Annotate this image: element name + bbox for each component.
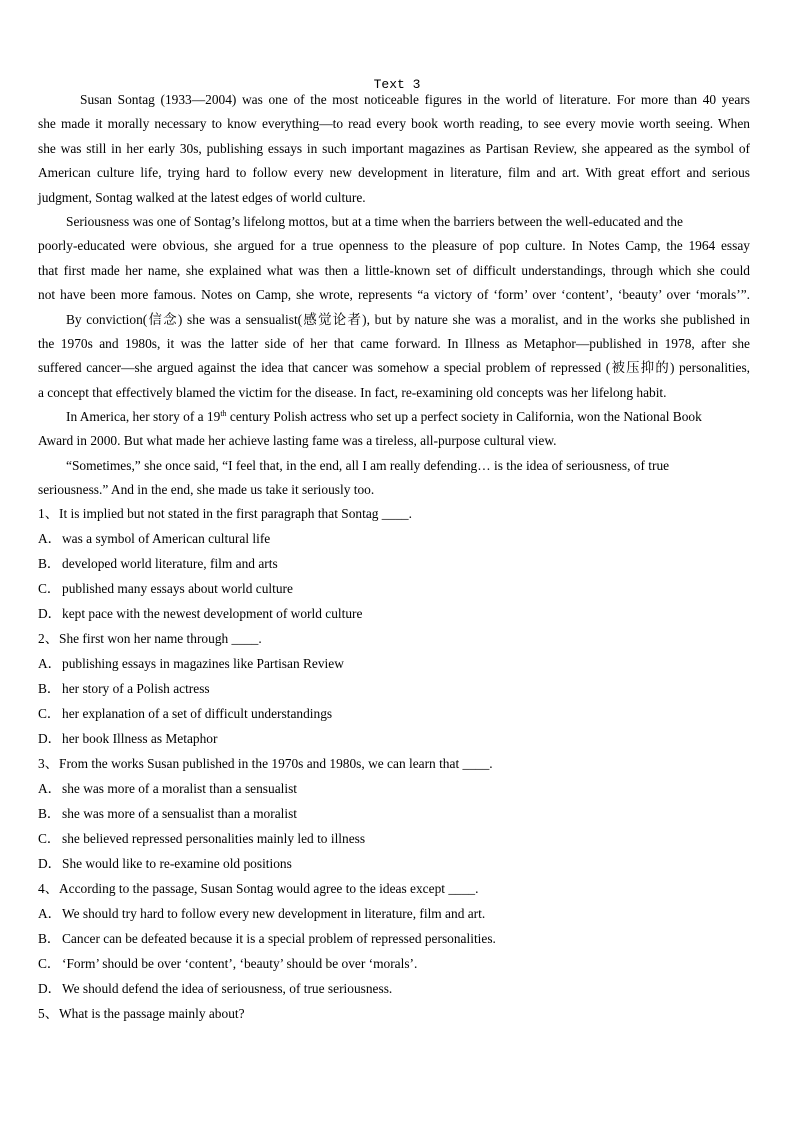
passage bbox=[38, 88, 750, 503]
passage-title: Text 3 bbox=[373, 77, 421, 92]
line-text: century Polish actress who set up a perfect society in California, won the National Book bbox=[226, 409, 702, 425]
line-text: By conviction(信念) she was a sensualist(感觉论者), but by nature she was a moralist, and in the works she published in bbox=[66, 311, 750, 327]
paragraph bbox=[38, 88, 750, 210]
paragraph-line bbox=[38, 161, 750, 185]
question-stem bbox=[38, 876, 750, 901]
question-text: It is implied but not stated in the first paragraph that Sontag ____. bbox=[59, 505, 412, 521]
answer-option bbox=[38, 701, 750, 726]
option-text: her story of a Polish actress bbox=[62, 680, 210, 696]
line-text: suffered cancer—she argued against the idea that cancer was somehow a special problem of repressed (被压抑的) personalities, bbox=[38, 360, 750, 376]
question-text: From the works Susan published in the 1970s and 1980s, we can learn that ____. bbox=[59, 755, 493, 771]
answer-option bbox=[38, 726, 750, 751]
paragraph-line bbox=[38, 186, 750, 210]
option-letter: B． bbox=[38, 680, 61, 696]
option-letter: C． bbox=[38, 955, 61, 971]
line-text: American culture life, trying hard to follow every new development in literature, film and art. With great effort and serious bbox=[38, 165, 750, 181]
question bbox=[38, 751, 750, 876]
option-text: she was more of a sensualist than a moralist bbox=[62, 805, 298, 821]
line-text: Seriousness was one of Sontag’s lifelong mottos, but at a time when the barriers between the well-educated and the bbox=[66, 213, 683, 229]
paragraph bbox=[38, 454, 750, 503]
line-text: a concept that effectively blamed the victim for the disease. In fact, re-examining old concepts was her lifelong habit. bbox=[38, 384, 667, 400]
option-text: her book Illness as Metaphor bbox=[62, 730, 218, 746]
option-letter: A． bbox=[38, 530, 62, 546]
question-number: 3、 bbox=[38, 755, 59, 771]
option-letter: C． bbox=[38, 830, 61, 846]
question-number: 5、 bbox=[38, 1005, 59, 1021]
answer-option bbox=[38, 951, 750, 976]
line-text: she made it morally necessary to know everything—to read every book worth reading, to see every movie worth seeing. When bbox=[38, 116, 750, 132]
line-text: Award in 2000. But what made her achieve lasting fame was a tireless, all-purpose cultural view. bbox=[38, 433, 557, 449]
answer-option bbox=[38, 926, 750, 951]
paragraph-line bbox=[38, 332, 750, 356]
question bbox=[38, 1001, 750, 1026]
paragraph-line bbox=[38, 356, 750, 380]
answer-option bbox=[38, 801, 750, 826]
paragraph-line bbox=[38, 381, 750, 405]
answer-option bbox=[38, 901, 750, 926]
answer-option bbox=[38, 976, 750, 1001]
answer-option bbox=[38, 826, 750, 851]
line-text: “Sometimes,” she once said, “I feel that, in the end, all I am really defending… is the idea of seriousness, of true bbox=[66, 457, 670, 473]
question-number: 1、 bbox=[38, 505, 59, 521]
line-text: the 1970s and 1980s, it was the latter side of her that came forward. In Illness as Metaphor—published in 1978, after she bbox=[38, 335, 750, 351]
option-text: publishing essays in magazines like Partisan Review bbox=[62, 655, 344, 671]
option-text: She would like to re-examine old positions bbox=[62, 855, 292, 871]
option-letter: B． bbox=[38, 555, 61, 571]
line-text: poorly-educated were obvious, she argued for a true openness to the pleasure of pop culture. In Notes Camp, the 1964 essay bbox=[38, 238, 750, 254]
paragraph bbox=[38, 308, 750, 406]
question-number: 4、 bbox=[38, 880, 59, 896]
option-letter: B． bbox=[38, 930, 61, 946]
option-text: her explanation of a set of difficult understandings bbox=[62, 705, 333, 721]
option-letter: D． bbox=[38, 980, 62, 996]
line-text: In America, her story of a 19 bbox=[66, 409, 221, 425]
question-stem bbox=[38, 751, 750, 776]
paragraph-line bbox=[38, 137, 750, 161]
option-text: was a symbol of American cultural life bbox=[62, 530, 271, 546]
line-text: she was still in her early 30s, publishing essays in such important magazines as Partisan Review, she appeared as the symbol of bbox=[38, 140, 750, 156]
question-stem bbox=[38, 501, 750, 526]
question bbox=[38, 501, 750, 626]
paragraph bbox=[38, 210, 750, 308]
answer-option bbox=[38, 576, 750, 601]
option-text: she believed repressed personalities mainly led to illness bbox=[62, 830, 366, 846]
question bbox=[38, 876, 750, 1001]
line-text: seriousness.” And in the end, she made us take it seriously too. bbox=[38, 482, 375, 498]
option-text: We should defend the idea of seriousness, of true seriousness. bbox=[62, 980, 393, 996]
answer-option bbox=[38, 651, 750, 676]
line-text: Susan Sontag (1933—2004) was one of the most noticeable figures in the world of literature. For more than 40 years bbox=[80, 92, 750, 107]
option-letter: D． bbox=[38, 605, 62, 621]
question-text: What is the passage mainly about? bbox=[59, 1005, 245, 1021]
paragraph-line bbox=[38, 88, 750, 112]
paragraph-line bbox=[38, 259, 750, 283]
paragraph-line bbox=[38, 454, 750, 478]
paragraph-line bbox=[38, 429, 750, 453]
line-text: judgment, Sontag walked at the latest edges of world culture. bbox=[38, 189, 366, 205]
answer-option bbox=[38, 676, 750, 701]
option-letter: A． bbox=[38, 905, 62, 921]
answer-option bbox=[38, 601, 750, 626]
option-letter: C． bbox=[38, 580, 61, 596]
line-text: not have been more famous. Notes on Camp, she wrote, represents “a victory of ‘form’ over ‘content’, ‘beauty’ over ‘morals’”. bbox=[38, 287, 750, 303]
paragraph-line bbox=[38, 210, 750, 234]
question-text: She first won her name through ____. bbox=[59, 630, 262, 646]
answer-option bbox=[38, 551, 750, 576]
paragraph-line bbox=[38, 112, 750, 136]
superscript: th bbox=[220, 409, 227, 419]
option-letter: B． bbox=[38, 805, 61, 821]
paragraph bbox=[38, 405, 750, 454]
option-letter: D． bbox=[38, 730, 62, 746]
option-text: We should try hard to follow every new development in literature, film and art. bbox=[62, 905, 486, 921]
option-letter: A． bbox=[38, 655, 62, 671]
paragraph-line bbox=[38, 405, 750, 429]
question bbox=[38, 626, 750, 751]
option-letter: A． bbox=[38, 780, 62, 796]
questions bbox=[38, 501, 750, 1026]
option-letter: C． bbox=[38, 705, 61, 721]
option-text: she was more of a moralist than a sensualist bbox=[62, 780, 298, 796]
option-letter: D． bbox=[38, 855, 62, 871]
option-text: published many essays about world culture bbox=[62, 580, 293, 596]
question-text: According to the passage, Susan Sontag would agree to the ideas except ____. bbox=[59, 880, 479, 896]
paragraph-line bbox=[38, 234, 750, 258]
paragraph-line bbox=[38, 478, 750, 502]
answer-option bbox=[38, 776, 750, 801]
paragraph-line bbox=[38, 308, 750, 332]
answer-option bbox=[38, 526, 750, 551]
option-text: Cancer can be defeated because it is a special problem of repressed personalities. bbox=[62, 930, 496, 946]
option-text: ‘Form’ should be over ‘content’, ‘beauty’ should be over ‘morals’. bbox=[62, 955, 418, 971]
line-text: that first made her name, she explained what was then a little-known set of difficult understandings, through which she could bbox=[38, 262, 750, 278]
question-stem bbox=[38, 1001, 750, 1026]
answer-option bbox=[38, 851, 750, 876]
option-text: kept pace with the newest development of world culture bbox=[62, 605, 363, 621]
option-text: developed world literature, film and arts bbox=[62, 555, 278, 571]
question-number: 2、 bbox=[38, 630, 59, 646]
paragraph-line bbox=[38, 283, 750, 307]
question-stem bbox=[38, 626, 750, 651]
